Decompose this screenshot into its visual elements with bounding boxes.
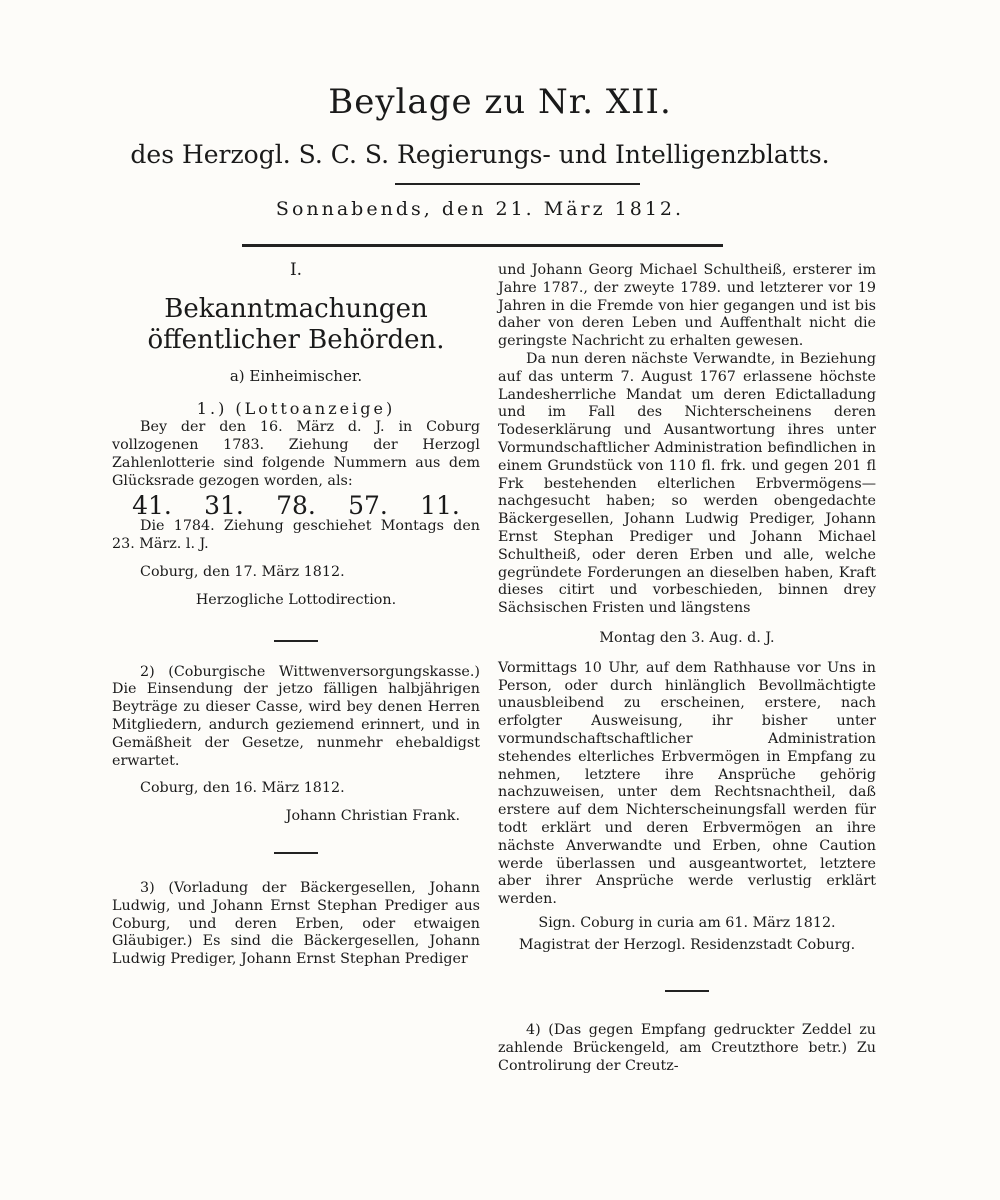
lotto-numbers xyxy=(112,490,480,520)
appearance-paragraph: Vormittags 10 Uhr, auf dem Rathhause vor Uns in Person, oder durch hinlänglich Bevollmächtigte unausbleibend zu erscheinen, erstere, nach erfolgter Ausweisung, ihr bisher unter vormundschaftschaftlicher Administration stehendes elterliches Erbvermögen in Empfang zu nehmen, letztere ihre Ansprüche gehörig nachzuweisen, unter dem Rechtsnachtheil, daß erstere auf dem Nichterscheinungsfall werden für todt erklärt und deren Erbvermögen an ihre nächste Anverwandte und Erben, ohne Caution werde überlassen und ausgeantwortet, letztere aber ihrer Ansprüche werde verlustig erklärt werden. xyxy=(498,659,876,908)
item1-place-date: Coburg, den 17. März 1812. xyxy=(140,563,345,580)
item3-text: 3) (Vorladung der Bäckergesellen, Johann Ludwig, und Johann Ernst Stephan Prediger aus Coburg, und deren Erben, oder etwaigen Gläubiger.) Es sind die Bäckergesellen, Johann Ludwig Prediger, Johann Ernst Stephan Prediger xyxy=(112,879,480,968)
issue-date: Sonnabends, den 21. März 1812. xyxy=(275,198,685,220)
lotto-number: 78. xyxy=(276,490,316,520)
item2-signature: Johann Christian Frank. xyxy=(285,808,460,825)
right-column xyxy=(498,262,876,1076)
item1-signature: Herzogliche Lottodirection. xyxy=(195,591,397,608)
sign-place-date: Sign. Coburg in curia am 61. März 1812. xyxy=(538,914,836,931)
item1-heading: 1.) (Lottoanzeige) xyxy=(196,398,396,418)
item2-place-date: Coburg, den 16. März 1812. xyxy=(140,780,345,797)
item1-note: Die 1784. Ziehung geschiehet Montags den 23. März. l. J. xyxy=(112,518,480,553)
left-column xyxy=(112,262,480,969)
appearance-date: Montag den 3. Aug. d. J. xyxy=(599,629,775,646)
item4-text: 4) (Das gegen Empfang gedruckter Zeddel zu zahlende Brückengeld, am Creutzthore betr.) Zu Controlirung der Creutz- xyxy=(498,1022,876,1075)
header-rule xyxy=(242,244,723,247)
lotto-number: 31. xyxy=(204,490,244,520)
summons-paragraph: Da nun deren nächste Verwandte, in Beziehung auf das unterm 7. August 1767 erlassene höchste Landesherrliche Mandat um deren Edictalladung und im Fall des Nichterscheinens deren Todeserklärung und Ausantwortung ihres unter Vormundschaftlicher Administration befindlichen in einem Grundstück von 110 fl. frk. und gegen 201 fl Frk bestehenden elterlichen Erbvermögens—nachgesucht haben; so werden obengedachte Bäckergesellen, Johann Ludwig Prediger, Johann Ernst Stephan Prediger und Johann Michael Schultheiß, oder deren Erben und alle, welche gegründete Forderungen an dieselben haben, Kraft dieses citirt und vorbeschieden, binnen drey Sächsischen Fristen und längstens xyxy=(498,350,876,617)
section-title: Bekanntmachungen öffentlicher Behörden. xyxy=(147,293,445,355)
page-subtitle: des Herzogl. S. C. S. Regierungs- und Intelligenzblatts. xyxy=(130,140,830,169)
page-title: Beylage zu Nr. XII. xyxy=(328,82,672,122)
subsection-heading: a) Einheimischer. xyxy=(229,366,363,385)
lotto-number: 41. xyxy=(132,490,172,520)
title-rule xyxy=(395,183,640,185)
magistrate-signature: Magistrat der Herzogl. Residenzstadt Coburg. xyxy=(518,936,856,953)
lotto-number: 11. xyxy=(420,490,460,520)
continuation-paragraph: und Johann Georg Michael Schultheiß, ersterer im Jahre 1787., der zweyte 1789. und letzterer vor 19 Jahren in die Fremde von hier gegangen und ist bis daher von deren Leben und Auffenthalt nicht die geringste Nachricht zu erhalten gewesen. xyxy=(498,262,876,350)
item2-text: 2) (Coburgische Wittwenversorgungskasse.) Die Einsendung der jetzo fälligen halbjährigen Beyträge zu dieser Casse, wird bey denen Herren Mitgliedern, andurch geziemend erinnert, und in Gemäßheit der Gesetze, nunmehr ehebaldigst erwartet. xyxy=(112,663,480,769)
section-number: I. xyxy=(289,260,303,280)
item1-text: Bey der den 16. März d. J. in Coburg vollzogenen 1783. Ziehung der Herzogl Zahlenlotterie sind folgende Nummern aus dem Glücksrade gezogen worden, als: xyxy=(112,419,480,489)
lotto-number: 57. xyxy=(348,490,388,520)
